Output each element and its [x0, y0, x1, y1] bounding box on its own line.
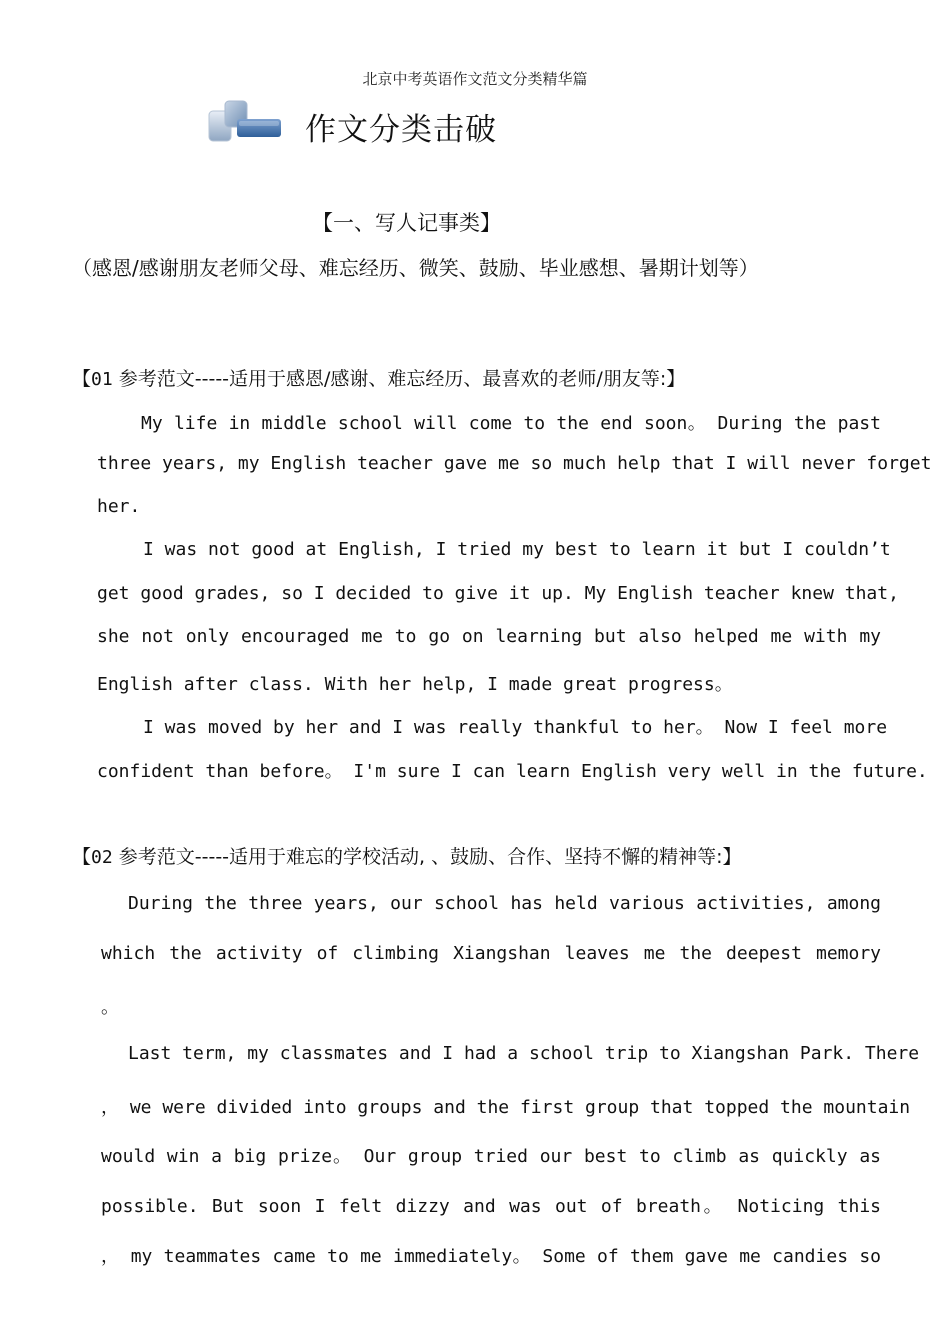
essay-line: would win a big prize。 Our group tried our best to climb as quickly as: [101, 1146, 881, 1167]
page-header: 北京中考英语作文范文分类精华篇: [362, 70, 588, 88]
section-bracket: 【: [72, 368, 92, 390]
essay-line: her.: [97, 496, 141, 517]
essay-line: she not only encouraged me to go on learning but also helped me with my: [97, 626, 881, 647]
category-subtitle: （感恩/感谢朋友老师父母、难忘经历、微笑、鼓励、毕业感想、暑期计划等）: [72, 256, 759, 280]
category-heading: 【一、写人记事类】: [312, 211, 501, 235]
essay-line: I was moved by her and I was really thankful to her。 Now I feel more: [143, 717, 888, 738]
section-label: 参考范文-----适用于难忘的学校活动, 、鼓励、合作、坚持不懈的精神等:】: [118, 846, 742, 868]
section-bracket: 【: [72, 846, 92, 868]
essay-line: Last term, my classmates and I had a school trip to Xiangshan Park. There: [128, 1043, 920, 1064]
essay-line: English after class. With her help, I made great progress。: [97, 674, 733, 695]
essay-line: 。: [101, 997, 119, 1018]
essay-line: possible. But soon I felt dizzy and was out of breath。 Noticing this: [101, 1196, 881, 1217]
essay-line: which the activity of climbing Xiangshan leaves me the deepest memory: [101, 943, 881, 964]
section-number: 02: [91, 847, 113, 868]
essay-line: confident than before。 I'm sure I can learn English very well in the future.: [97, 761, 928, 782]
title-decoration-logo: [207, 99, 283, 145]
essay-line: ， we were divided into groups and the first group that topped the mountain: [101, 1097, 911, 1118]
section-heading: [72, 364, 685, 391]
essay-line: ， my teammates came to me immediately。 Some of them gave me candies so: [101, 1246, 881, 1267]
section-heading: [72, 842, 742, 869]
section-label: 参考范文-----适用于感恩/感谢、难忘经历、最喜欢的老师/朋友等:】: [118, 368, 686, 390]
essay-line: My life in middle school will come to the end soon。 During the past: [141, 413, 881, 434]
essay-line: During the three years, our school has held various activities, among: [128, 893, 881, 914]
page-title: 作文分类击破: [305, 112, 497, 148]
essay-line: three years, my English teacher gave me so much help that I will never forget: [97, 453, 932, 474]
section-number: 01: [91, 369, 113, 390]
essay-line: I was not good at English, I tried my best to learn it but I couldn’t: [143, 539, 891, 560]
essay-line: get good grades, so I decided to give it up. My English teacher knew that,: [97, 583, 899, 604]
